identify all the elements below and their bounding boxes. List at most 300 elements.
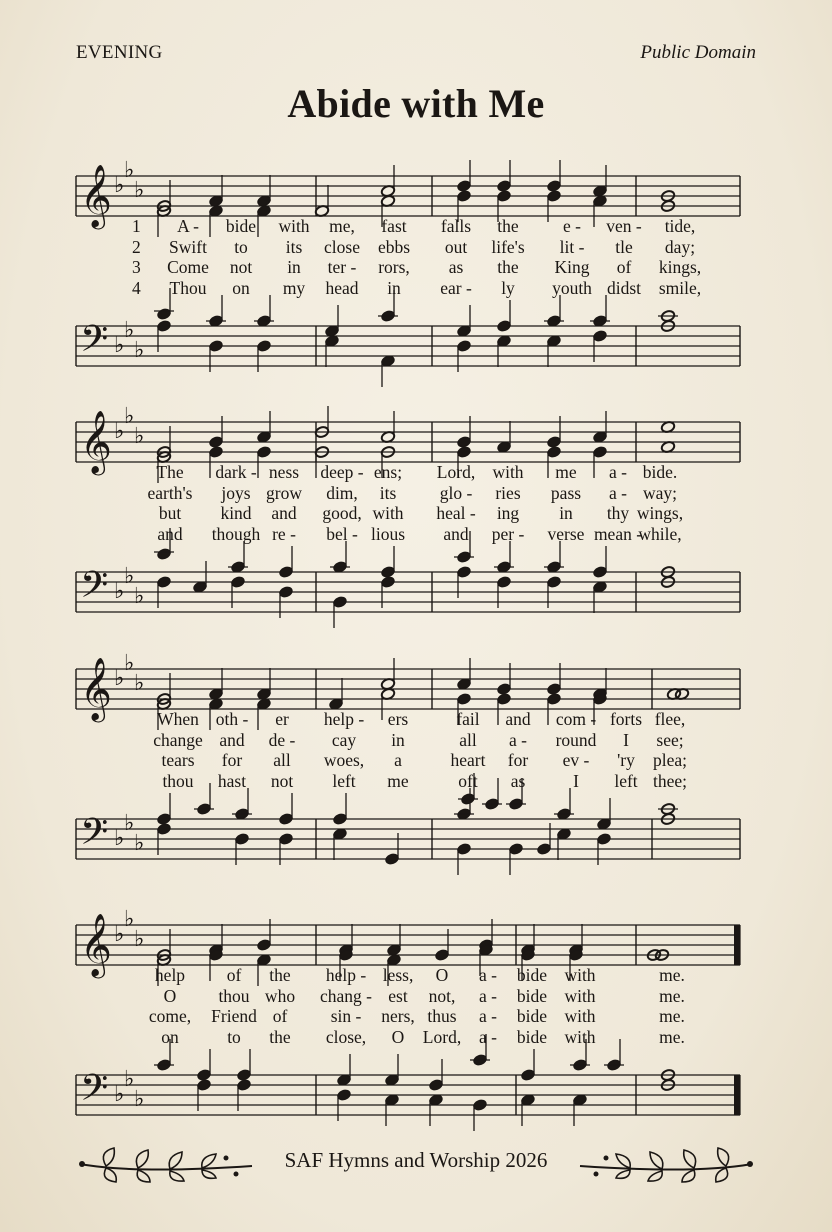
lyric-syllable: a - [609,482,627,503]
lyric-syllable: lious [370,523,406,544]
bass-staff [76,805,740,875]
verse-line-4 [76,524,740,545]
lyric-syllable: kind [220,503,252,523]
lyric-syllable: a - [479,965,497,985]
lyric-syllable: ly [501,277,515,298]
footer [0,1144,832,1180]
chord [236,1049,251,1111]
lyric-syllable: tears [161,750,195,770]
lyric-syllable: the [497,216,519,236]
lyric-syllable: a - [609,462,627,482]
flat-sign-icon: ♭ [114,826,125,851]
lyric-syllable: my [282,277,306,298]
lyric-syllable: and [505,709,531,729]
lyric-syllable: Lord, [422,1026,462,1047]
lyric-syllable: and [271,503,297,523]
flat-sign-icon: ♭ [114,419,125,444]
chord [232,788,252,865]
lyric-syllable: and [219,729,245,750]
note-head [546,435,561,448]
lyric-syllable: ens; [373,462,403,482]
lyric-syllable: me. [659,985,685,1006]
chord [428,1059,443,1126]
lyric-syllable: A - [177,216,199,236]
lyric-syllable: change [153,729,203,750]
chord [254,295,274,372]
chord [196,1049,211,1111]
flat-sign-icon: ♭ [124,404,135,429]
lyric-syllable: see; [656,729,684,750]
lyric-syllable: oth - [215,709,249,729]
lyric-syllable: me. [659,1006,685,1026]
lyric-syllable: left [614,770,638,791]
lyric-syllable: me [387,770,409,791]
lyric-syllable: Come [167,257,209,277]
chord [660,565,675,588]
note-head [156,307,171,320]
note-head [380,575,395,588]
note-head [546,575,561,588]
lyric-syllable: ter - [327,257,357,277]
chord [156,793,171,855]
lyric-syllable: a - [479,1026,497,1047]
flat-sign-icon: ♭ [114,1082,125,1107]
lyric-syllable: fast [381,216,407,236]
lyric-syllable: fail [456,709,480,729]
verse-line-2 [76,730,740,751]
note-head [428,1078,443,1091]
bass-staff [76,1061,740,1131]
lyric-syllable: as [510,770,526,791]
lyric-syllable: bide [516,985,548,1006]
lyric-syllable: with [564,1026,596,1047]
note-head [278,585,293,598]
lyric-syllable: and [443,523,469,544]
chord [570,1039,590,1126]
verse-number: 3 [132,257,141,277]
flat-sign-icon: ♭ [114,666,125,691]
verse-line-3 [76,503,740,524]
lyric-syllable: with [492,462,524,482]
lyric-syllable: ners, [381,1006,415,1026]
chord [494,541,514,608]
lyric-syllable: a [394,750,402,770]
chord [590,295,610,362]
lyric-syllable: chang - [320,985,372,1006]
verse-number: 1 [132,216,141,236]
note-head [546,682,561,695]
note-head [546,445,561,458]
lyric-syllable: bide [225,216,257,236]
verse-line-2 [76,986,740,1007]
chord [592,546,607,613]
lyric-syllable: Swift [169,236,207,257]
treble-clef-icon: 𝄞 [80,657,112,720]
hymn-title: Abide with Me [287,81,545,126]
note-head [196,1078,211,1091]
lyric-syllable: good, [322,503,362,523]
lyric-syllable: didst [606,277,642,298]
note-head [496,692,511,705]
lyric-syllable: of [226,965,242,985]
lyric-syllable: in [387,277,401,298]
lyric-syllable: me. [659,965,685,985]
verse-line-4 [76,278,740,299]
chord [496,160,511,222]
flat-sign-icon: ♭ [134,927,145,952]
verse-line-4 [76,1027,740,1048]
verse-line-3 [76,750,740,771]
note-head [332,812,347,825]
lyric-syllable: thee; [652,770,688,791]
lyric-syllable: with [564,965,596,985]
flat-sign-icon: ♭ [134,1087,145,1112]
lyric-syllable: me [555,462,577,482]
lyric-syllable: per - [491,523,525,544]
note-head [456,842,471,855]
note-head [456,179,471,192]
publisher-credit: SAF Hymns and Worship 2026 [284,1148,548,1172]
lyric-syllable: dark - [215,462,257,482]
note-head [208,339,223,352]
note-head [156,822,171,835]
lyric-syllable: with [278,216,310,236]
lyric-syllable: a - [479,985,497,1006]
chord [328,678,343,711]
final-bar-line [734,1075,740,1115]
lyric-syllable: though [211,523,261,544]
lyric-syllable: with [564,1006,596,1026]
flat-sign-icon: ♭ [124,1067,135,1092]
note-head [256,445,271,458]
flat-sign-icon: ♭ [124,158,135,183]
lyric-syllable: way; [642,482,678,503]
note-head [456,189,471,202]
lyric-syllable: ebbs [377,236,411,257]
note-head [278,812,293,825]
chord [546,160,561,222]
note-head [496,682,511,695]
note-head [456,435,471,448]
lyric-syllable: re - [272,523,296,544]
note-head [256,339,271,352]
lyric-syllable: oft [458,770,478,791]
note-head [592,445,607,458]
flat-sign-icon: ♭ [124,907,135,932]
note-head [592,329,607,342]
lyric-syllable: ven - [606,216,642,236]
lyric-syllable: e - [563,216,581,236]
note-head [546,179,561,192]
lyric-syllable: life's [491,236,525,257]
lyric-syllable: wings, [636,503,684,523]
lyric-syllable: not [270,770,294,791]
lyric-syllable: ness [268,462,300,482]
lyric-syllable: Friend [211,1006,257,1026]
lyric-syllable: bide. [642,462,678,482]
lyric-syllable: lit - [559,236,585,257]
lyric-syllable: de - [268,729,296,750]
chord [228,541,248,608]
note-head [508,842,523,855]
note-head [472,1098,487,1111]
verse-line-2 [76,483,740,504]
note-head [380,565,395,578]
lyric-syllable: glo - [439,482,473,503]
note-head [520,1068,535,1081]
verse-number: 4 [132,277,141,298]
chord [470,1034,490,1131]
lyric-syllable: thou [218,985,250,1006]
lyric-syllable: with [372,503,404,523]
lyric-syllable: close, [325,1026,367,1047]
lyric-syllable: its [379,482,397,503]
lyric-syllable: but [158,503,182,523]
lyric-syllable: ear - [440,277,472,298]
note-head [278,565,293,578]
verse-line-4 [76,771,740,792]
lyric-syllable: forts [609,709,643,729]
note-head [546,189,561,202]
lyric-syllable: verse [547,523,585,544]
lyric-syllable: flee, [654,709,686,729]
chord [660,189,675,212]
lyric-syllable: ers [387,709,409,729]
lyric-syllable: mean - [593,523,643,544]
chord [496,421,511,454]
right-laurel-ornament [576,1144,756,1184]
note-head [278,832,293,845]
lyric-syllable: round [555,729,597,750]
note-head [156,812,171,825]
lyric-syllable: er [275,709,289,729]
lyric-syllable: woes, [323,750,365,770]
chord [596,798,611,865]
flat-sign-icon: ♭ [134,831,145,856]
lyric-syllable: of [616,257,632,277]
note-head [434,948,449,961]
lyric-syllable: the [269,1026,291,1047]
lyric-syllable: and [157,523,183,544]
lyric-syllable: heart [450,750,486,770]
verse-line-3 [76,257,740,278]
flat-sign-icon: ♭ [114,922,125,947]
chord [456,305,471,372]
lyric-syllable: deep - [320,462,364,482]
lyric-syllable: est [388,985,408,1006]
lyric-syllable: bide [516,965,548,985]
treble-clef-icon: 𝄞 [80,410,112,473]
lyric-syllable: a - [479,1006,497,1026]
flat-sign-icon: ♭ [134,424,145,449]
lyric-syllable: hast [217,770,247,791]
note-head [384,852,399,865]
lyric-syllable: sin - [330,1006,362,1026]
verse-line-2 [76,237,740,258]
flat-sign-icon: ♭ [124,318,135,343]
chord [336,1054,351,1121]
flat-sign-icon: ♭ [124,564,135,589]
note-head [536,842,551,855]
chord [192,561,207,594]
lyric-syllable: ev - [562,750,590,770]
lyric-syllable: ries [495,482,521,503]
lyric-syllable: on [232,277,250,298]
note-head [256,938,271,951]
note-head [456,445,471,458]
lyric-syllable: tle [615,236,633,257]
lyric-syllable: 'ry [617,750,635,770]
flat-sign-icon: ♭ [114,579,125,604]
lyric-syllable: dim, [326,482,358,503]
chord [658,802,678,825]
lyric-syllable: for [221,750,243,770]
note-head [332,595,347,608]
note-head [496,189,511,202]
lyric-syllable: of [272,1006,288,1026]
note-head [236,1078,251,1091]
lyric-syllable: joys [221,482,251,503]
chord [206,295,226,372]
lyric-syllable: O [163,985,177,1006]
lyric-syllable: me. [659,1026,685,1047]
verse-line-1 [76,709,740,730]
note-head [230,575,245,588]
verse-number: 2 [132,236,141,257]
bass-staff [76,312,740,382]
verse-line-1 [76,965,740,986]
lyric-syllable: its [285,236,303,257]
lyric-syllable: earth's [147,482,193,503]
note-head [456,565,471,578]
lyric-syllable: while, [638,523,682,544]
lyric-syllable: falls [440,216,472,236]
lyric-syllable: not [229,257,253,277]
lyric-syllable: out [444,236,468,257]
lyric-syllable: O [391,1026,405,1047]
lyric-syllable: help - [325,965,367,985]
lyric-syllable: in [287,257,301,277]
lyric-syllable: as [448,257,464,277]
note-head [196,1068,211,1081]
lyric-syllable: King [554,257,590,277]
chord [658,309,678,332]
lyric-syllable: me, [329,216,355,236]
music-system-3 [76,643,740,863]
lyric-syllable: rors, [378,257,410,277]
lyric-syllable: thus [427,1006,457,1026]
chord [378,290,398,387]
lyric-syllable: Lord, [436,462,476,482]
lyric-syllable: the [497,257,519,277]
lyric-syllable: with [564,985,596,1006]
music-system-1 [76,150,740,370]
chord [660,1068,675,1091]
treble-clef-icon: 𝄞 [80,164,112,227]
bass-staff [76,558,740,628]
flat-sign-icon: ♭ [134,338,145,363]
lyric-syllable: on [161,1026,179,1047]
lyric-syllable: plea; [652,750,688,770]
lyric-syllable: Thou [169,277,207,298]
lyric-syllable: pass [550,482,582,503]
chord [330,541,350,628]
chord [660,420,675,453]
chord [506,778,526,875]
flat-sign-icon: ♭ [134,671,145,696]
note-head [156,575,171,588]
lyric-syllable: day; [664,236,696,257]
chord [380,546,395,608]
lyric-syllable: bide [516,1026,548,1047]
note-head [156,547,171,560]
lyric-syllable: a - [509,729,527,750]
note-head [496,179,511,192]
chord [332,793,347,860]
lyric-syllable: for [507,750,529,770]
note-head [336,1088,351,1101]
note-head [456,339,471,352]
final-bar-line [734,925,740,965]
lyric-syllable: youth [552,277,592,298]
lyric-syllable: not, [428,985,456,1006]
lyric-syllable: to [227,1026,241,1047]
lyric-syllable: help [154,965,186,985]
bass-clef-icon: 𝄢 [80,1067,109,1118]
lyric-syllable: head [325,277,359,298]
lyric-syllable: to [234,236,248,257]
lyric-syllable: help - [323,709,365,729]
note-head [234,832,249,845]
bass-clef-icon: 𝄢 [80,318,109,369]
flat-sign-icon: ♭ [114,333,125,358]
lyric-syllable: left [332,770,356,791]
note-head [496,319,511,332]
lyric-syllable: thy [606,503,630,523]
flat-sign-icon: ♭ [134,178,145,203]
lyric-syllable: When [157,709,199,729]
lyric-syllable: The [156,462,184,482]
tune-name: EVENING [76,42,163,63]
lyric-syllable: I [573,770,579,791]
note-head [456,692,471,705]
verse-line-1 [76,462,740,483]
verse-line-3 [76,1006,740,1027]
lyric-syllable: in [391,729,405,750]
lyric-syllable: thou [162,770,194,791]
lyric-syllable: bide [516,1006,548,1026]
lyric-syllable: less, [382,965,414,985]
flat-sign-icon: ♭ [134,584,145,609]
music-system-4 [76,899,740,1119]
lyric-syllable: kings, [658,257,702,277]
chord [496,300,511,367]
lyric-syllable: ing [496,503,520,523]
copyright-notice: Public Domain [640,42,756,63]
note-head [496,575,511,588]
lyric-syllable: com - [555,709,597,729]
lyric-syllable: tide, [664,216,696,236]
lyric-syllable: come, [148,1006,192,1026]
lyric-syllable: the [269,965,291,985]
lyric-syllable: all [273,750,291,770]
music-system-2 [76,396,740,616]
bass-clef-icon: 𝄢 [80,811,109,862]
treble-clef-icon: 𝄞 [80,913,112,976]
note-head [236,1068,251,1081]
lyric-syllable: O [435,965,449,985]
lyric-syllable: in [559,503,573,523]
